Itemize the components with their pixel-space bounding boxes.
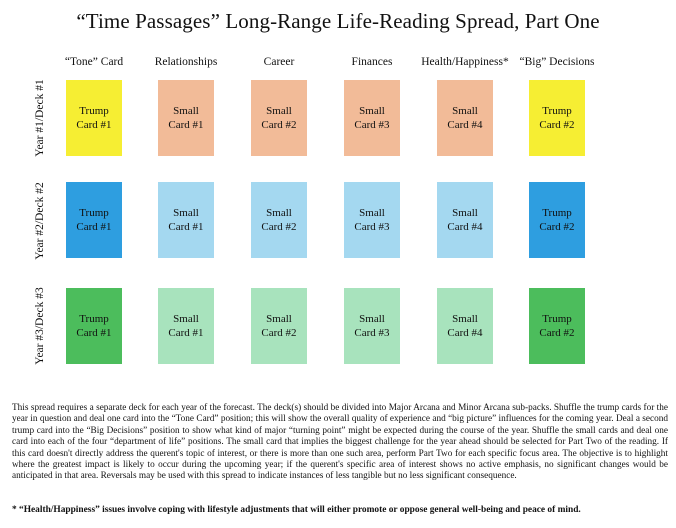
card-finances — [344, 288, 400, 364]
card-career — [251, 288, 307, 364]
card-line-1: Trump — [542, 105, 572, 117]
card-career — [251, 80, 307, 156]
card-line-1: Small — [173, 207, 199, 219]
card-line-2: Card #4 — [447, 221, 483, 233]
card-line-2: Card #1 — [76, 221, 112, 233]
row-label-year-1: Year #1/Deck #1 — [34, 79, 46, 157]
card-line-1: Trump — [79, 207, 109, 219]
card-line-2: Card #3 — [354, 327, 390, 339]
column-header-relationships: Relationships — [154, 56, 218, 68]
card-line-2: Card #1 — [168, 119, 204, 131]
card-health-happiness — [437, 80, 493, 156]
card-line-1: Trump — [542, 207, 572, 219]
card-line-1: Trump — [79, 105, 109, 117]
row-label-year-3: Year #3/Deck #3 — [34, 287, 46, 365]
card-line-2: Card #3 — [354, 221, 390, 233]
card-line-2: Card #1 — [76, 327, 112, 339]
card-line-1: Small — [452, 105, 478, 117]
column-header-big-decisions: “Big” Decisions — [519, 56, 595, 68]
card-line-1: Small — [452, 207, 478, 219]
card-line-1: Small — [359, 105, 385, 117]
instructions-paragraph: This spread requires a separate deck for each year of the forecast. The deck(s) should be divided into Major Arcana and Minor Arcana sub-packs. Shuffle the trump cards for the year in question and deal one card into the “Tone Card” position; this will show the overall quality of experience and “big picture” influences for the coming year. Deal a second trump card into the “Big Decisions” position to show what kind of major “turning point” might be expected during the course of the year. Shuffle the small cards and deal one card into each of the four “department of life” positions. The small card that implies the biggest challenge for the year ahead should be selected for Part Two of the reading. If this card doesn't directly address the querent's topic of interest, or there is more than one such area, perform Part Two for each specific focus area. The objective is to highlight where the greatest impact is likely to occur during the upcoming year; if the querent's specific area of interest shows no active emphasis, no significant changes would be anticipated in that area. Reversals may be used with this spread to indicate instances of less tangible but no less significant consequence. — [12, 403, 668, 482]
column-header-health-happiness: Health/Happiness* — [421, 56, 509, 68]
card-line-2: Card #1 — [168, 221, 204, 233]
card-health-happiness — [437, 288, 493, 364]
card-line-1: Small — [359, 313, 385, 325]
card-line-1: Small — [452, 313, 478, 325]
card-line-2: Card #2 — [261, 119, 297, 131]
card-finances — [344, 182, 400, 258]
card-finances — [344, 80, 400, 156]
card-line-2: Card #4 — [447, 119, 483, 131]
card-line-2: Card #2 — [261, 221, 297, 233]
card-big-decisions — [529, 80, 585, 156]
footnote: * “Health/Happiness” issues involve coping with lifestyle adjustments that will either promote or oppose general well-being and peace of mind. — [12, 505, 581, 515]
card-line-2: Card #4 — [447, 327, 483, 339]
card-tone — [66, 182, 122, 258]
card-line-2: Card #2 — [539, 327, 575, 339]
card-line-2: Card #2 — [539, 221, 575, 233]
card-line-2: Card #3 — [354, 119, 390, 131]
card-relationships — [158, 80, 214, 156]
card-relationships — [158, 182, 214, 258]
card-relationships — [158, 288, 214, 364]
card-line-2: Card #1 — [76, 119, 112, 131]
card-line-1: Trump — [79, 313, 109, 325]
card-line-1: Trump — [542, 313, 572, 325]
card-line-1: Small — [359, 207, 385, 219]
column-header-finances: Finances — [351, 56, 393, 68]
card-line-1: Small — [266, 313, 292, 325]
card-tone — [66, 288, 122, 364]
card-line-1: Small — [173, 105, 199, 117]
card-tone — [66, 80, 122, 156]
card-line-2: Card #1 — [168, 327, 204, 339]
card-line-2: Card #2 — [261, 327, 297, 339]
card-big-decisions — [529, 182, 585, 258]
card-big-decisions — [529, 288, 585, 364]
card-line-2: Card #2 — [539, 119, 575, 131]
column-header-tone: “Tone” Card — [64, 56, 124, 68]
card-career — [251, 182, 307, 258]
card-line-1: Small — [266, 105, 292, 117]
page-title: “Time Passages” Long-Range Life-Reading Spread, Part One — [76, 9, 600, 33]
card-line-1: Small — [173, 313, 199, 325]
card-line-1: Small — [266, 207, 292, 219]
card-health-happiness — [437, 182, 493, 258]
column-header-career: Career — [263, 56, 295, 68]
row-label-year-2: Year #2/Deck #2 — [34, 182, 46, 260]
